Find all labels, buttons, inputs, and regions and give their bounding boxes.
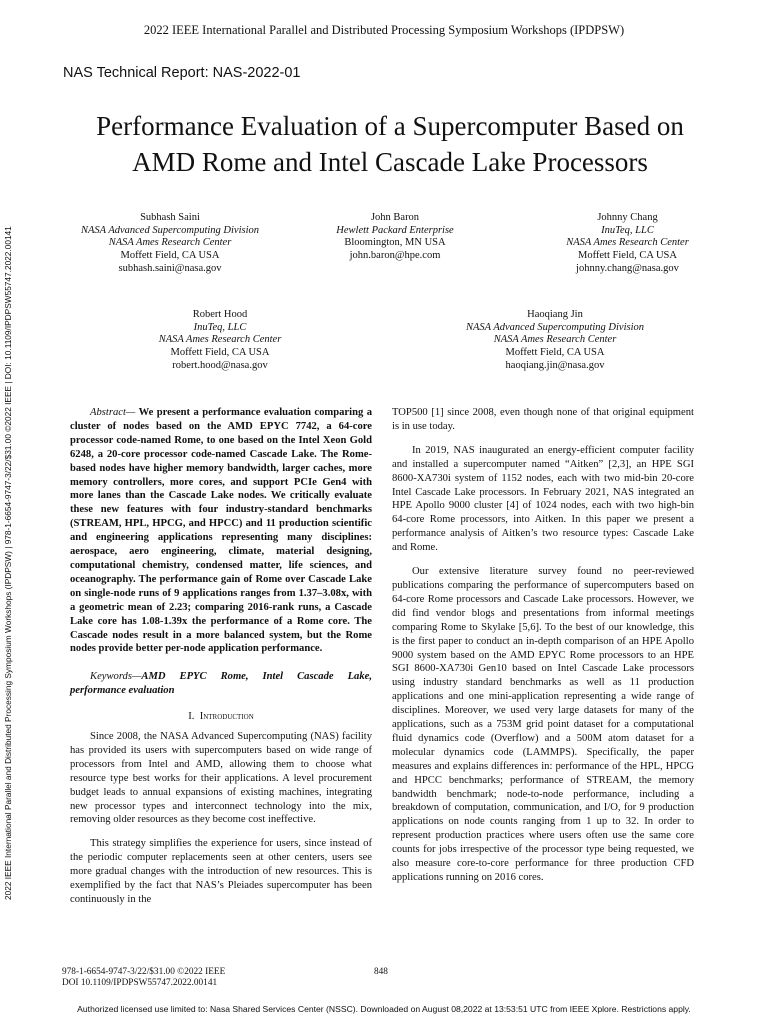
author-location: Bloomington, MN USA [344,237,446,249]
left-column [70,406,372,907]
author-name: Subhash Saini [140,212,200,223]
keywords-lead: Keywords— [90,671,142,683]
author-email: john.baron@hpe.com [349,250,441,262]
author-name: Johnny Chang [597,212,658,223]
footer-identifiers [62,967,225,989]
author-affiliation: NASA Ames Research Center [493,334,617,346]
author-affiliation: Hewlett Packard Enterprise [336,224,454,236]
author-location: Moffett Field, CA USA [578,250,677,262]
abstract-body: We present a performance evaluation comparing a cluster of nodes based on the AMD EPYC 7742, a 64-core processor code-named Rome, to one based on the Intel Xeon Gold 6248, a 20-core processor code-named Cascade Lake. The Rome-based nodes have higher memory bandwidth, larger caches, more memory controllers, more cores, and support PCIe Gen4 with more lanes than the Cascade Lake nodes. We critically evaluate these new features with four industry-standard benchmarks (STREAM, HPL, HPCG, and HPCC) and 11 production scientific and engineering applications representing many disciplines: aerospace, aero engineering, climate, material designing, computational chemistry, condensed matter, life sciences, and oceanography. The performance gain of Rome over Cascade Lake on single-node runs of 9 applications ranges from 1.37–3.08x, with a geometric mean of 2.23; comparing 2016-rank runs, a Cascade Lake core has 1.08-1.39x the performance of a Rome core. The Cascade nodes result in a more balanced system, but the Rome nodes provide better per-node application performance. [70,407,372,655]
author-email: haoqiang.jin@nasa.gov [505,359,605,371]
paper-title [40,108,740,180]
intro-paragraph-2: This strategy simplifies the experience for users, since instead of the periodic computer replacements seen at other centers, users see more gradual changes with the introduction of new resources. This is exemplified by the fact that NAS’s Pleiades supercomputer has been continuously in the [70,838,372,905]
author-email: robert.hood@nasa.gov [172,359,268,371]
author-email: subhash.saini@nasa.gov [118,262,222,274]
author-location: Moffett Field, CA USA [120,250,220,262]
right-paragraph-1: TOP500 [1] since 2008, even though none of that original equipment is in use today. [392,407,694,432]
intro-paragraph-1: Since 2008, the NASA Advanced Supercomputing (NAS) facility has provided its users with supercomputers based on wide range of processors from Intel and AMD, allowing them to choose what resource type best works for their applications. A level procurement budget leads to annual expansions of existing machines, integrating new processor types and interconnect technology into the mix, removing older resources as they become cost ineffective. [70,731,372,826]
author-block-hood [130,309,310,373]
author-name: Robert Hood [192,309,248,320]
right-column [392,406,694,885]
footer-isbn: 978-1-6654-9747-3/22/$31.00 ©2022 IEEE [62,967,226,977]
keywords [70,670,372,698]
author-block-baron [315,212,475,263]
author-name: John Baron [370,212,420,223]
title-line-1: Performance Evaluation of a Supercomputer Based on [96,111,684,141]
author-affiliation: NASA Ames Research Center [108,237,232,249]
author-block-chang [545,212,710,276]
author-block-saini [70,212,270,276]
title-line-2: AMD Rome and Intel Cascade Lake Processors [132,147,648,177]
author-affiliation: NASA Advanced Supercomputing Division [466,321,644,333]
author-affiliation: InuTeq, LLC [601,224,654,236]
author-name: Haoqiang Jin [527,309,583,320]
author-affiliation: NASA Advanced Supercomputing Division [81,224,259,236]
sidebar-doi-text: 2022 IEEE International Parallel and Distributed Processing Symposium Workshops (IPDPSW) | 978-1-6654-9747-3/22/$31.00 ©2022 IEEE | DOI: 10.1109/IPDPSW55747.2022.00141 [3,226,13,900]
author-location: Moffett Field, CA USA [170,347,270,359]
section-heading-introduction [70,710,372,724]
page-number: 848 [374,967,388,977]
right-paragraph-3: Our extensive literature survey found no peer-reviewed publications comparing the performance of supercomputers based on 64-core Rome processors and Cascade Lake processors. However, we did find vendor blogs and presentations from informal meetings comparing Rome to Skylake [5,6]. To the best of our knowledge, this is the first paper to conduct an in-depth comparison of an HPE Apollo 9000 system based on the AMD EPYC Rome processors to an HPE SGI 8600-XA730i Gen10 based on Intel Cascade Lake processors using industry standard benchmarks as well as 11 production applications and one mini-application representing a wide range of disciplines. Moreover, we used very large datasets for many of the applications, such as a 753M grid point dataset for a computational fluid dynamics code (Overflow) and a 500M atom dataset for a molecular dynamics code (LAMMPS). Specifically, the paper measures and explains differences in: performance of the HPL, HPCG and HPCC benchmarks; performance of STREAM, the memory bandwidth benchmark; node-to-node performance, including a breakdown of computation, communication, and I/O, for 9 production applications on node counts ranging from 1 up to 32. In order to represent production practices where users often use the same core counts for jobs irrespective of the processor type being requested, we also measure core-to-core performance for three production CFD applications running on 2016 cores. [392,566,694,883]
abstract [70,406,372,656]
author-affiliation: NASA Ames Research Center [158,334,282,346]
author-email: johnny.chang@nasa.gov [576,262,679,274]
footer-doi: DOI 10.1109/IPDPSW55747.2022.00141 [62,978,218,988]
authorized-use-notice: Authorized licensed use limited to: Nasa Shared Services Center (NSSC). Downloaded on August 08,2022 at 13:53:51 UTC from IEEE Xplore. Restrictions apply. [77,1004,691,1014]
author-affiliation: NASA Ames Research Center [566,237,689,249]
conference-header: 2022 IEEE International Parallel and Distributed Processing Symposium Workshops (IPDPSW) [143,23,625,37]
right-paragraph-2: In 2019, NAS inaugurated an energy-efficient computer facility and installed a supercomputer named “Aitken” [2,3], an HPE SGI 8600-XA730i system of 1152 nodes, each with two mid-bin 20-core Intel Cascade Lake processors. In February 2021, NAS integrated an HPE Apollo 9000 cluster [4] of 1024 nodes, each with two high-bin 64-core Rome processors, into Aitken. In this paper we present a performance analysis of Aitken’s two resource types: Cascade Lake and Rome. [392,444,694,554]
author-affiliation: InuTeq, LLC [193,321,247,333]
abstract-lead: Abstract— [90,407,136,418]
section-title: Introduction [199,711,254,723]
report-id: NAS Technical Report: NAS-2022-01 [63,65,301,81]
author-location: Moffett Field, CA USA [505,347,605,359]
keywords-body: AMD EPYC Rome, Intel Cascade Lake, performance evaluation [70,671,372,697]
author-block-jin [455,309,655,373]
section-number: I. [188,711,195,723]
